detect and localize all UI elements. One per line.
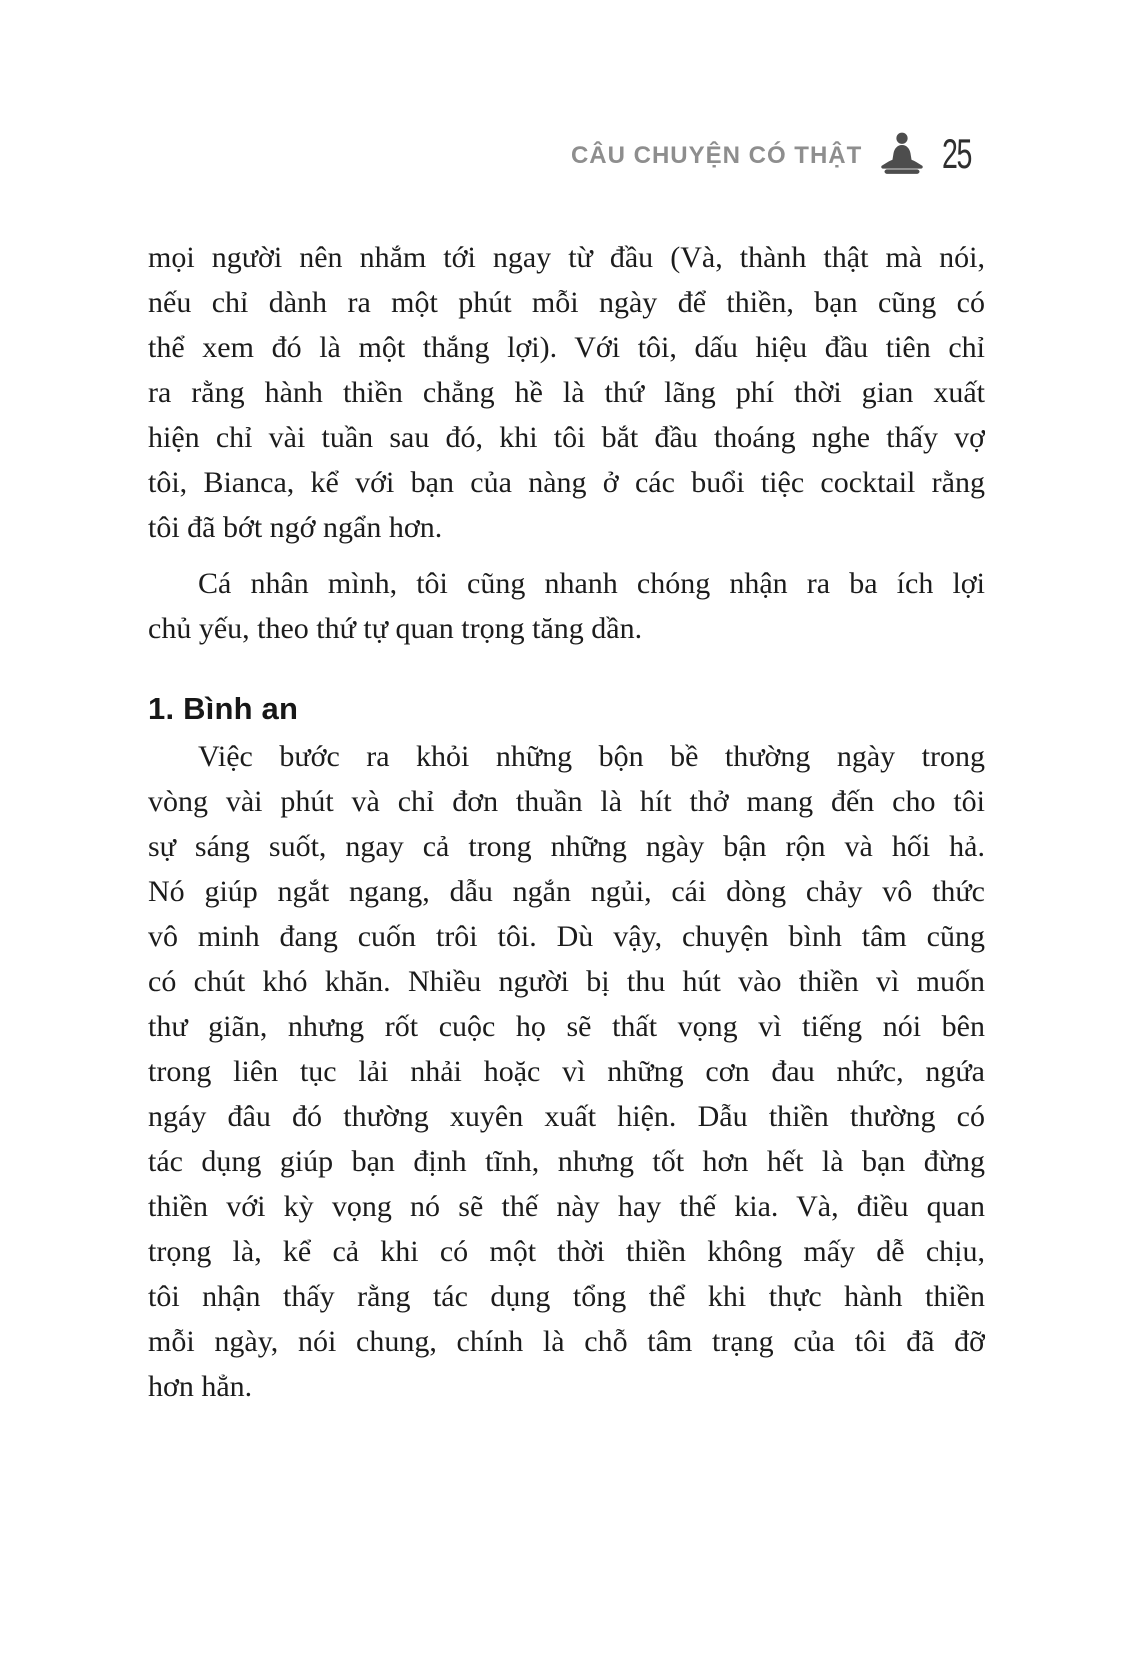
- page-body: [148, 235, 985, 1409]
- body-line: vòng vài phút và chỉ đơn thuần là hít thở mang đến cho tôi: [148, 785, 985, 818]
- body-line: chủ yếu, theo thứ tự quan trọng tăng dần.: [148, 612, 643, 645]
- section-heading: 1. Bình an: [148, 691, 299, 726]
- page-header: [571, 130, 985, 178]
- body-line: tác dụng giúp bạn định tĩnh, nhưng tốt hơn hết là bạn đừng: [148, 1145, 985, 1178]
- body-line: ra rằng hành thiền chẳng hề là thứ lãng phí thời gian xuất: [148, 376, 985, 409]
- body-line: có chút khó khăn. Nhiều người bị thu hút vào thiền vì muốn: [148, 965, 985, 998]
- paragraph-2: [148, 561, 985, 651]
- paragraph-3: [148, 734, 985, 1409]
- body-line: Nó giúp ngắt ngang, dẫu ngắn ngủi, cái dòng chảy vô thức: [148, 875, 985, 908]
- body-line: sự sáng suốt, ngay cả trong những ngày bận rộn và hối hả.: [148, 830, 985, 863]
- body-line: thể xem đó là một thắng lợi). Với tôi, dấu hiệu đầu tiên chỉ: [148, 331, 985, 364]
- body-line: Việc bước ra khỏi những bộn bề thường ngày trong: [198, 740, 985, 773]
- body-line: trọng là, kể cả khi có một thời thiền không mấy dễ chịu,: [148, 1235, 985, 1268]
- running-head-title: CÂU CHUYỆN CÓ THẬT: [570, 142, 863, 169]
- meditation-lotus-icon: [878, 131, 926, 177]
- body-line: Cá nhân mình, tôi cũng nhanh chóng nhận ra ba ích lợi: [198, 567, 985, 600]
- body-line: hơn hẳn.: [148, 1370, 253, 1403]
- body-line: tôi, Bianca, kể với bạn của nàng ở các buổi tiệc cocktail rằng: [148, 466, 985, 499]
- body-line: trong liên tục lải nhải hoặc vì những cơn đau nhức, ngứa: [148, 1055, 985, 1088]
- body-line: nếu chỉ dành ra một phút mỗi ngày để thiền, bạn cũng có: [148, 286, 985, 319]
- body-line: mọi người nên nhắm tới ngay từ đầu (Và, thành thật mà nói,: [148, 241, 985, 274]
- body-line: mỗi ngày, nói chung, chính là chỗ tâm trạng của tôi đã đỡ: [148, 1325, 985, 1358]
- body-line: hiện chỉ vài tuần sau đó, khi tôi bắt đầu thoáng nghe thấy vợ: [148, 421, 985, 454]
- body-line: ngáy đâu đó thường xuyên xuất hiện. Dẫu thiền thường có: [148, 1100, 985, 1133]
- body-line: thư giãn, nhưng rốt cuộc họ sẽ thất vọng vì tiếng nói bên: [148, 1010, 985, 1043]
- paragraph-1: [148, 235, 985, 550]
- body-line: tôi nhận thấy rằng tác dụng tổng thể khi thực hành thiền: [148, 1280, 985, 1313]
- body-line: thiền với kỳ vọng nó sẽ thế này hay thế kia. Và, điều quan: [148, 1190, 985, 1223]
- body-line: vô minh đang cuốn trôi tôi. Dù vậy, chuyện bình tâm cũng: [148, 920, 985, 953]
- page-number: 25: [942, 130, 972, 177]
- body-line: tôi đã bớt ngớ ngẩn hơn.: [148, 511, 443, 544]
